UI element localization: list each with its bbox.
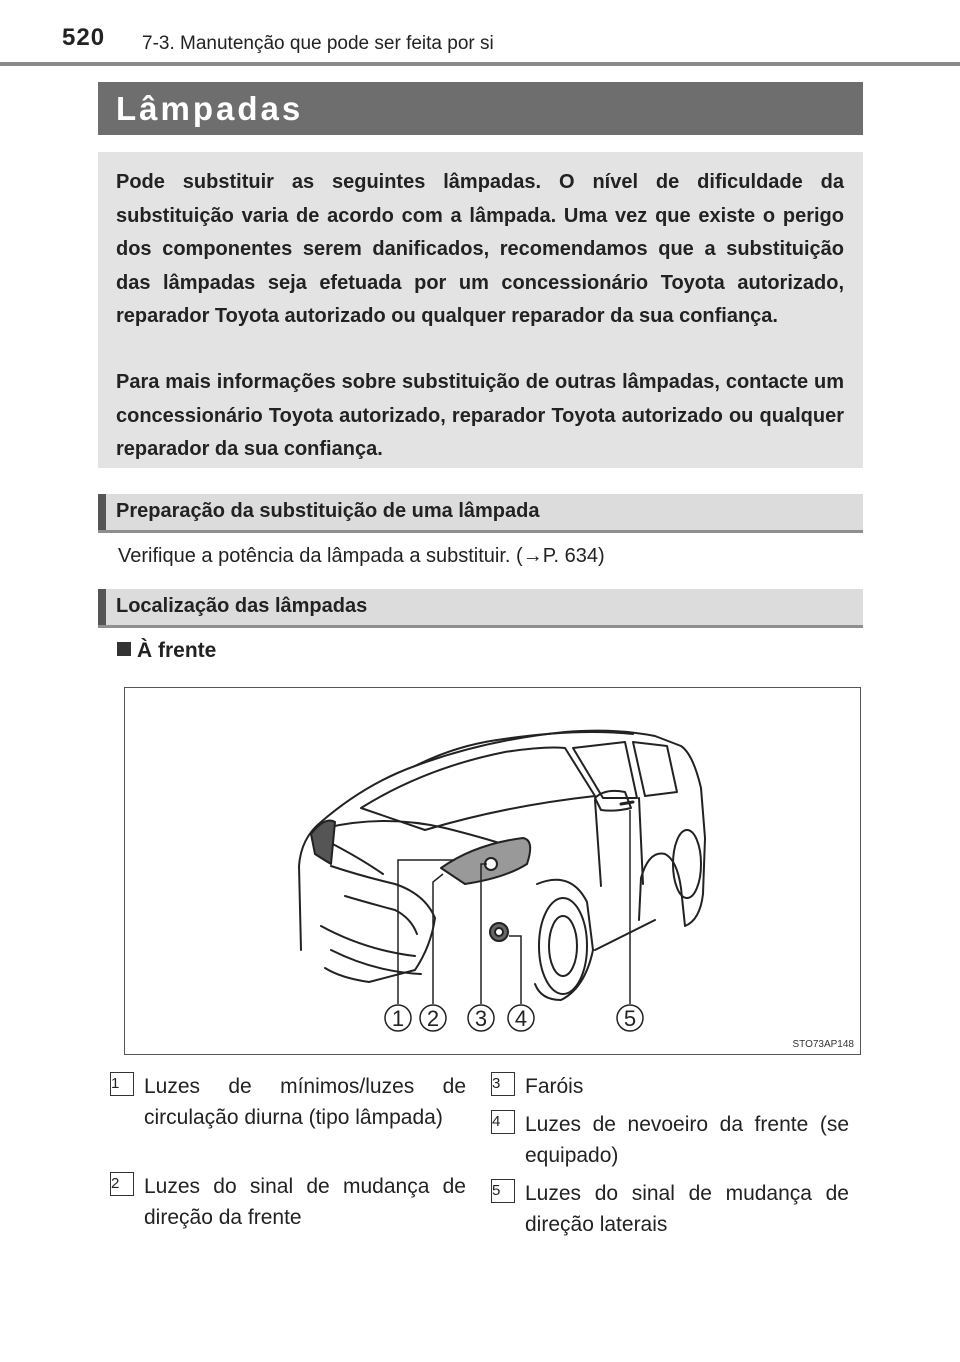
section-marker [98,494,106,530]
legend-number: 5 [491,1179,515,1203]
section-heading-preparation [98,494,863,533]
section-heading-location [98,589,863,628]
intro-paragraph-2: Para mais informações sobre substituição de outras lâmpadas, contacte um concessionário Toyota autorizado, reparador Toyota autorizado ou qualquer reparador da sua confiança. [116,371,844,460]
header-divider [0,62,960,66]
figure-code: STO73AP148 [792,1039,854,1050]
page-title: Lâmpadas [116,90,304,127]
section-marker [98,589,106,625]
car-drawing [125,688,862,1056]
car-front-illustration [124,687,861,1055]
page-number: 520 [62,24,106,51]
legend-text: Luzes do sinal de mudança de direção laterais [525,1182,849,1236]
legend-number: 1 [110,1072,134,1096]
intro-paragraph-1: Pode substituir as seguintes lâmpadas. O nível de dificuldade da substituição varia de acordo com a lâmpada. Uma vez que existe o perigo dos componentes serem danificados, recomendamos que a substituição das lâmpadas seja efetuada por um concessionário Toyota autorizado, reparador Toyota autorizado ou qualquer reparador da sua confiança. [116,171,844,327]
legend-text: Luzes do sinal de mudança de direção da frente [144,1175,466,1229]
preparation-text: Verifique a potência da lâmpada a substituir. (→P. 634) [118,545,605,567]
legend-number: 3 [491,1072,515,1096]
callout-3: 3 [474,1006,488,1031]
page-title-bar [98,82,863,135]
legend-number: 4 [491,1110,515,1134]
square-bullet-icon [117,642,131,656]
running-header: 7-3. Manutenção que pode ser feita por si [142,33,494,54]
callout-2: 2 [426,1006,440,1031]
legend-text: Luzes de mínimos/luzes de circulação diurna (tipo lâmpada) [144,1075,466,1129]
subheading-front [117,639,216,663]
section-heading-label: Localização das lâmpadas [116,595,368,617]
callout-4: 4 [514,1006,528,1031]
legend-text: Luzes de nevoeiro da frente (se equipado) [525,1113,849,1167]
callout-1: 1 [391,1006,405,1031]
legend-text: Faróis [525,1075,584,1098]
intro-box [98,152,863,468]
section-heading-label: Preparação da substituição de uma lâmpada [116,500,540,522]
callout-5: 5 [623,1006,637,1031]
subheading-label: À frente [137,639,217,662]
legend-number: 2 [110,1172,134,1196]
